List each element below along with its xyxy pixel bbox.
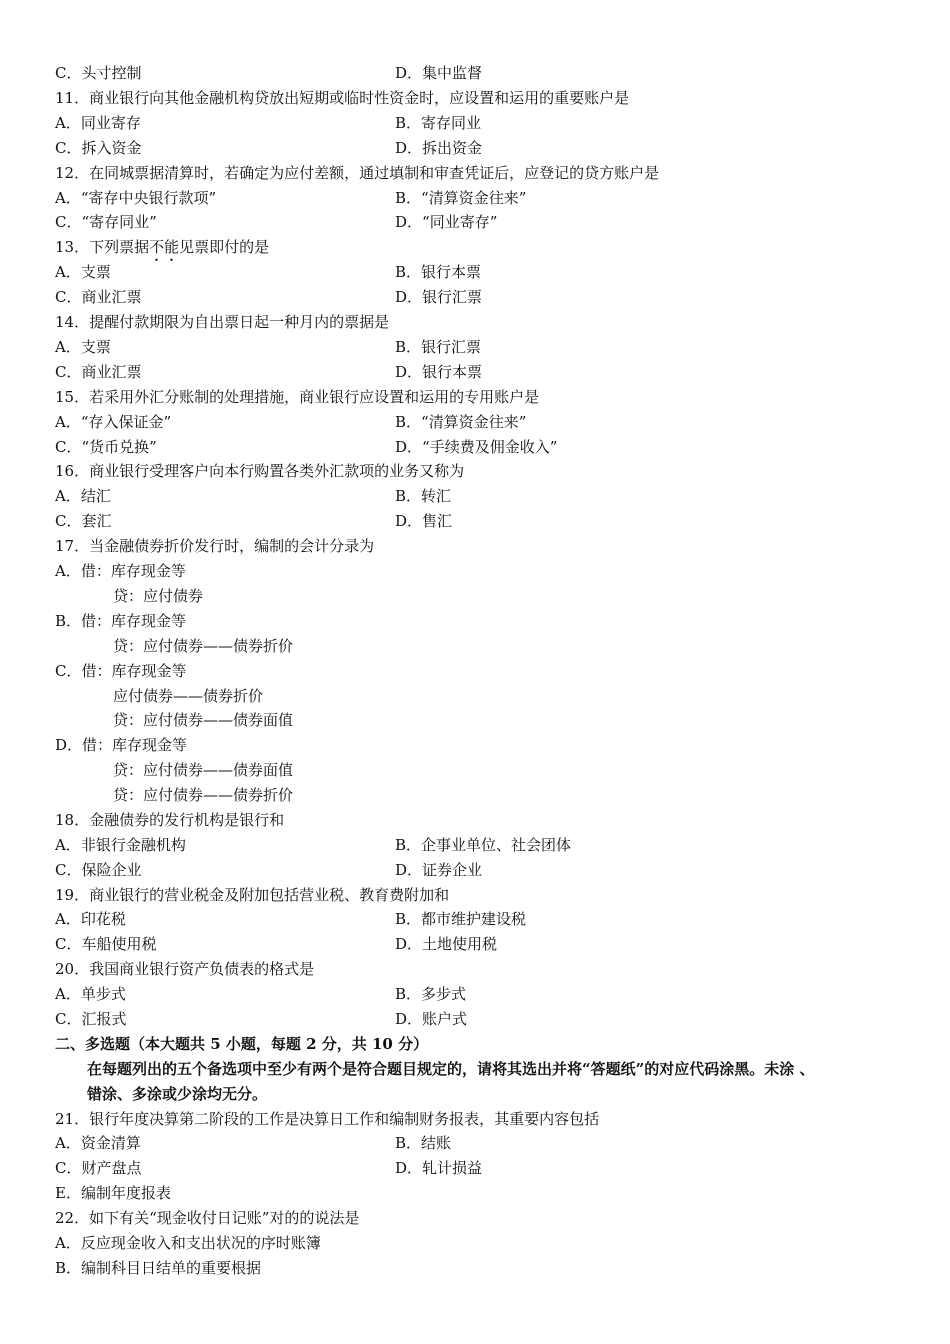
q12-option-d: D．“同业寄存” (395, 213, 498, 231)
q19-option-c: C．车船使用税 (55, 935, 157, 953)
option-c: C．头寸控制 (55, 64, 142, 82)
q13-stem-emphasis: 不能 (149, 238, 180, 256)
question-21-stem: 21．银行年度决算第二阶段的工作是决算日工作和编制财务报表，其重要内容包括 (55, 1110, 600, 1128)
q16-option-c: C．套汇 (55, 512, 112, 530)
q17-option-a-credit: 贷：应付债券 (113, 587, 204, 605)
q14-option-b: B．银行汇票 (395, 338, 482, 356)
q20-option-a: A．单步式 (55, 985, 126, 1003)
q17-option-d-credit-2: 贷：应付债券——债券折价 (113, 786, 294, 804)
q15-option-a: A．“存入保证金” (55, 413, 172, 431)
q17-option-d-credit-1: 贷：应付债券——债券面值 (113, 761, 294, 779)
q20-option-c: C．汇报式 (55, 1010, 127, 1028)
q11-option-b: B．寄存同业 (395, 114, 482, 132)
q21-option-c: C．财产盘点 (55, 1159, 142, 1177)
question-12-stem: 12．在同城票据清算时，若确定为应付差额，通过填制和审查凭证后，应登记的贷方账户是 (55, 164, 660, 182)
q11-option-a: A．同业寄存 (55, 114, 141, 132)
q12-option-b: B．“清算资金往来” (395, 189, 527, 207)
q18-option-b: B．企事业单位、社会团体 (395, 836, 572, 854)
q17-option-c-credit: 贷：应付债券——债券面值 (113, 711, 294, 729)
q21-option-a: A．资金清算 (55, 1134, 141, 1152)
question-16-stem: 16．商业银行受理客户向本行购置各类外汇款项的业务又称为 (55, 462, 465, 480)
q17-option-c-debit-2: 应付债券——债券折价 (113, 687, 264, 705)
q13-option-d: D．银行汇票 (395, 288, 483, 306)
q13-option-b: B．银行本票 (395, 263, 482, 281)
q16-option-d: D．售汇 (395, 512, 453, 530)
q14-option-d: D．银行本票 (395, 363, 483, 381)
section-2-instructions-1: 在每题列出的五个备选项中至少有两个是符合题目规定的，请将其选出并将“答题纸”的对应代码涂黑。未涂 、 (87, 1060, 815, 1078)
q16-option-b: B．转汇 (395, 487, 452, 505)
q22-option-b: B．编制科目日结单的重要根据 (55, 1259, 262, 1277)
q13-stem-pre: 13．下列票据 (55, 238, 150, 256)
q13-option-a: A．支票 (55, 263, 111, 281)
q13-stem-post: 见票即付的是 (179, 238, 270, 256)
question-11-stem: 11．商业银行向其他金融机构贷放出短期或临时性资金时，应设置和运用的重要账户是 (55, 89, 630, 107)
q14-option-a: A．支票 (55, 338, 111, 356)
question-13-stem (55, 235, 269, 260)
q17-option-b-credit: 贷：应付债券——债券折价 (113, 637, 294, 655)
q19-option-b: B．都市维护建设税 (395, 910, 527, 928)
q21-option-e: E．编制年度报表 (55, 1184, 171, 1202)
q18-option-c: C．保险企业 (55, 861, 142, 879)
option-d: D．集中监督 (395, 64, 483, 82)
q12-option-c: C．“寄存同业” (55, 213, 157, 231)
q21-option-d: D．轧计损益 (395, 1159, 483, 1177)
section-2-title: 二、多选题（本大题共 5 小题，每题 2 分，共 10 分） (55, 1035, 429, 1053)
q11-option-d: D．拆出资金 (395, 139, 483, 157)
question-18-stem: 18．金融债券的发行机构是银行和 (55, 811, 285, 829)
q21-option-b: B．结账 (395, 1134, 452, 1152)
question-14-stem: 14．提醒付款期限为自出票日起一种月内的票据是 (55, 313, 390, 331)
q13-option-c: C．商业汇票 (55, 288, 142, 306)
question-22-stem: 22．如下有关“现金收付日记账”对的的说法是 (55, 1209, 360, 1227)
q15-option-d: D．“手续费及佣金收入” (395, 438, 558, 456)
q15-option-c: C．“货币兑换” (55, 438, 157, 456)
q17-option-d-debit: D．借：库存现金等 (55, 736, 188, 754)
question-15-stem: 15．若采用外汇分账制的处理措施，商业银行应设置和运用的专用账户是 (55, 388, 540, 406)
q17-option-a-debit: A．借：库存现金等 (55, 562, 186, 580)
q11-option-c: C．拆入资金 (55, 139, 142, 157)
q15-option-b: B．“清算资金往来” (395, 413, 527, 431)
q12-option-a: A．“寄存中央银行款项” (55, 189, 217, 207)
q20-option-b: B．多步式 (395, 985, 467, 1003)
question-17-stem: 17．当金融债券折价发行时，编制的会计分录为 (55, 537, 375, 555)
q19-option-d: D．土地使用税 (395, 935, 498, 953)
q22-option-a: A．反应现金收入和支出状况的序时账簿 (55, 1234, 321, 1252)
q18-option-d: D．证券企业 (395, 861, 483, 879)
question-19-stem: 19．商业银行的营业税金及附加包括营业税、教育费附加和 (55, 886, 450, 904)
q20-option-d: D．账户式 (395, 1010, 468, 1028)
q18-option-a: A．非银行金融机构 (55, 836, 186, 854)
question-20-stem: 20．我国商业银行资产负债表的格式是 (55, 960, 315, 978)
q19-option-a: A．印花税 (55, 910, 126, 928)
q14-option-c: C．商业汇票 (55, 363, 142, 381)
q17-option-c-debit: C．借：库存现金等 (55, 662, 187, 680)
q16-option-a: A．结汇 (55, 487, 111, 505)
section-2-instructions-2: 错涂、多涂或少涂均无分。 (87, 1085, 268, 1103)
q17-option-b-debit: B．借：库存现金等 (55, 612, 187, 630)
